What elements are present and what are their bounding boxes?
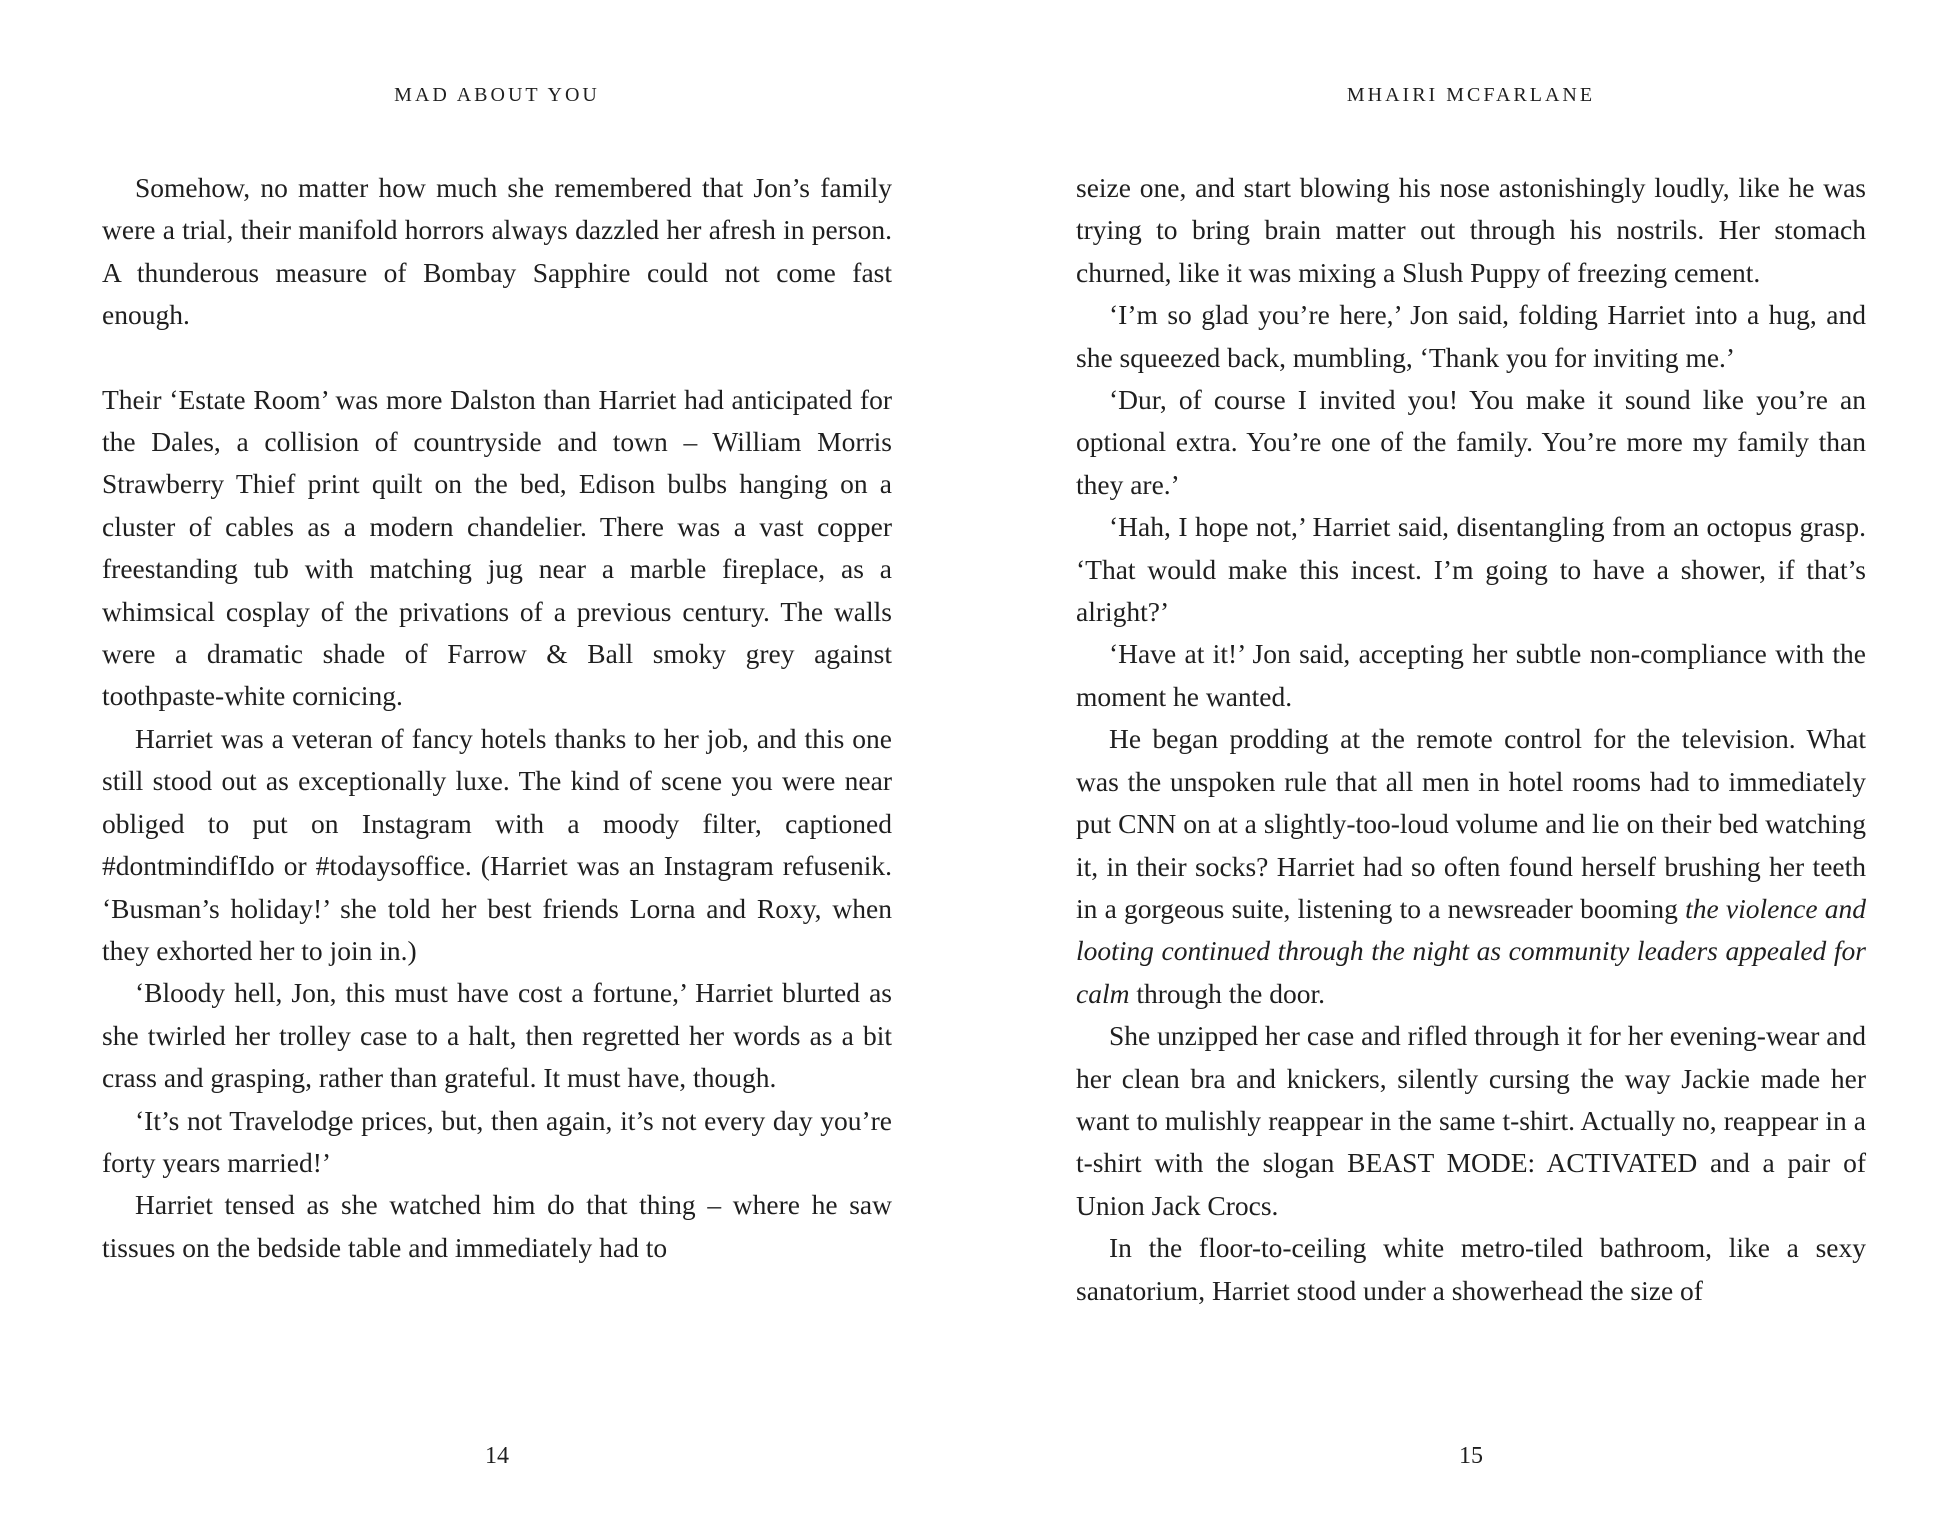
paragraph-with-italic — [1076, 718, 1866, 1015]
paragraph: In the floor-to-ceiling white metro-tiled bathroom, like a sexy sanatorium, Harriet stood under a showerhead the size of — [1076, 1232, 1866, 1306]
paragraph: ‘It’s not Travelodge prices, but, then again, it’s not every day you’re forty years married!’ — [102, 1104, 892, 1178]
paragraph: ‘Dur, of course I invited you! You make it sound like you’re an optional extra. You’re one of the family. You’re more my family than they are.’ — [1076, 384, 1866, 500]
paragraph: Harriet was a veteran of fancy hotels thanks to her job, and this one still stood out as exceptionally luxe. The kind of scene you were near obliged to put on Instagram with a moody filter, captioned #dontmindifIdo or #todaysoffice. (Harriet was an Instagram refusenik. ‘Busman’s holiday!’ she told her best friends Lorna and Roxy, when they exhorted her to join in.) — [102, 722, 892, 966]
paragraph: She unzipped her case and rifled through it for her evening-wear and her clean bra and knickers, silently cursing the way Jackie made her want to mulishly reappear in the same t-shirt. Actually no, reappear in a t-shirt with the slogan BEAST MODE: ACTIVATED and a pair of Union Jack Crocs. — [1076, 1020, 1866, 1221]
paragraph-text: He began prodding at the remote control for the television. What was the unspoken rule that all men in hotel rooms had to immediately put CNN on at a slightly-too-loud volume and lie on their bed watching it, in their socks? Harriet had so often found herself brushing her teeth in a gorgeous suite, listening to a newsreader booming — [1076, 723, 1866, 924]
paragraph: ‘Have at it!’ Jon said, accepting her subtle non-compliance with the moment he wanted. — [1076, 638, 1866, 712]
paragraph: ‘Hah, I hope not,’ Harriet said, disentangling from an octopus grasp. ‘That would make this incest. I’m going to have a shower, if that’s alright?’ — [1076, 511, 1866, 628]
paragraph: ‘Bloody hell, Jon, this must have cost a fortune,’ Harriet blurted as she twirled her trolley case to a halt, then regretted her words as a bit crass and grasping, rather than grateful. It must have, though. — [102, 977, 892, 1094]
right-page — [975, 0, 1949, 1537]
paragraph: Somehow, no matter how much she remembered that Jon’s family were a trial, their manifold horrors always dazzled her afresh in person. A thunderous measure of Bombay Sapphire could not come fast enough. — [102, 172, 892, 331]
paragraph: Their ‘Estate Room’ was more Dalston than Harriet had anticipated for the Dales, a collision of countryside and town – William Morris Strawberry Thief print quilt on the bed, Edison bulbs hanging on a cluster of cables as a modern chandelier. There was a vast copper freestanding tub with matching jug near a marble fireplace, as a whimsical cosplay of the privations of a previous century. The walls were a dramatic shade of Farrow & Ball smoky grey against toothpaste-white cornicing. — [102, 383, 892, 712]
running-head-book-title: MAD ABOUT YOU — [394, 84, 600, 106]
page-number: 14 — [485, 1443, 509, 1469]
paragraph-text: through the door. — [1136, 977, 1326, 1009]
paragraph: seize one, and start blowing his nose astonishingly loudly, like he was trying to bring brain matter out through his nostrils. Her stomach churned, like it was mixing a Slush Puppy of freezing cement. — [1076, 172, 1866, 288]
page-number: 15 — [1459, 1443, 1483, 1469]
paragraph: Harriet tensed as she watched him do that thing – where he saw tissues on the bedside table and immediately had to — [102, 1189, 892, 1263]
paragraph: ‘I’m so glad you’re here,’ Jon said, folding Harriet into a hug, and she squeezed back, mumbling, ‘Thank you for inviting me.’ — [1076, 299, 1866, 373]
left-page-body — [102, 167, 892, 1269]
running-head-author: MHAIRI MCFARLANE — [1346, 84, 1596, 106]
italic-quote: the violence and looting continued through the night as community leaders appealed for calm — [1076, 892, 1867, 1009]
right-page-body — [1076, 167, 1866, 1312]
